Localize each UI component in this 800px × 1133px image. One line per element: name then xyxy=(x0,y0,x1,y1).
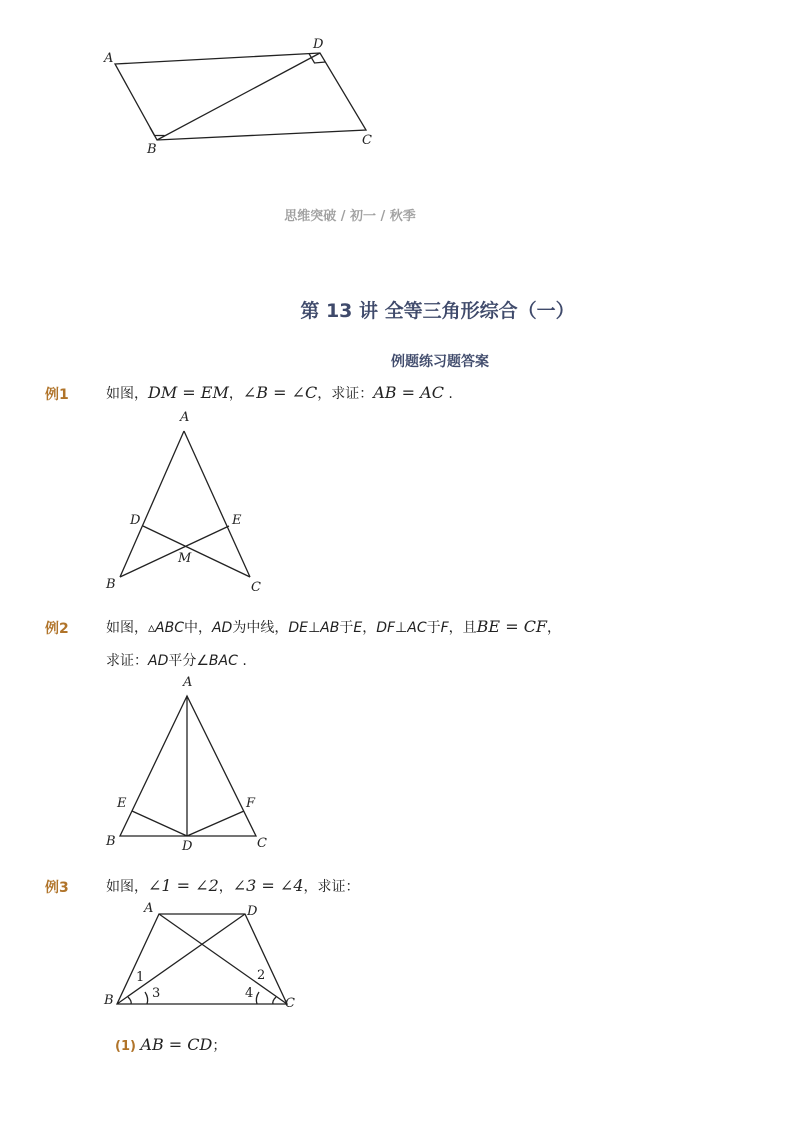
example-2-text-line-2 xyxy=(106,650,247,670)
breadcrumb: 思维突破 / 初一 / 秋季 xyxy=(284,209,416,224)
angle-arc-c-inner xyxy=(256,992,259,1004)
point-label-a: A xyxy=(104,51,114,66)
point-label-b: B xyxy=(147,142,157,157)
point-label-b: B xyxy=(104,993,114,1008)
text-fragment: ， xyxy=(228,386,243,402)
angle-arc-b-inner xyxy=(145,992,148,1004)
text-fragment: 于 xyxy=(426,620,441,636)
angle-arc-c xyxy=(273,997,276,1004)
point-label-b: B xyxy=(106,577,116,592)
right-angle-mark-b xyxy=(150,128,165,136)
angle-arc-b xyxy=(128,997,131,1004)
text-fragment: 如图， xyxy=(106,386,148,402)
text-fragment: ； xyxy=(212,1038,227,1054)
top-figure-parallelogram xyxy=(0,0,800,170)
text-fragment: . xyxy=(237,653,247,669)
text-fragment: 如图， xyxy=(106,879,148,895)
text-fragment: ， xyxy=(218,879,233,895)
text-fragment: 于 xyxy=(339,620,354,636)
text-fragment: 中， xyxy=(183,620,212,636)
math-inline: ▵ABC xyxy=(148,620,184,636)
point-label-c: C xyxy=(285,996,295,1011)
math-expression: ∠1 = ∠2 xyxy=(148,876,219,895)
math-inline: DF⊥AC xyxy=(376,620,427,636)
example-2-label: 例2 xyxy=(45,621,69,637)
text-fragment: . xyxy=(443,386,453,402)
diagonal-bd xyxy=(117,914,245,1004)
segment-dc xyxy=(143,526,250,577)
math-expression: BE = CF xyxy=(476,617,548,636)
segment-de xyxy=(132,811,187,836)
text-fragment: ， xyxy=(547,620,562,636)
point-label-e: E xyxy=(232,513,242,528)
text-fragment: 为中线， xyxy=(232,620,289,636)
point-label-d: D xyxy=(130,513,141,528)
point-label-d: D xyxy=(313,37,324,52)
segment-ab xyxy=(120,431,184,577)
math-inline: F xyxy=(440,620,449,636)
point-label-e: E xyxy=(117,796,127,811)
parallelogram-abcd xyxy=(115,53,366,140)
point-label-d: D xyxy=(247,904,258,919)
math-inline: AD xyxy=(211,620,233,636)
point-label-a: A xyxy=(180,410,190,425)
text-fragment: 平分 xyxy=(168,653,197,669)
example-1-label: 例1 xyxy=(45,387,69,403)
lecture-title: 第 13 讲 全等三角形综合（一） xyxy=(300,300,575,322)
trapezoid-abcd xyxy=(117,914,287,1004)
math-expression: AB = AC xyxy=(373,383,444,402)
segment-df xyxy=(187,811,244,836)
example-3-figure xyxy=(0,895,400,1025)
text-fragment: ，求证： xyxy=(317,386,374,402)
example-3-part-1 xyxy=(115,1035,226,1055)
example-2-figure xyxy=(0,670,400,860)
angle-label-3: 3 xyxy=(152,986,161,1001)
math-inline: DE⊥AB xyxy=(288,620,340,636)
point-label-a: A xyxy=(144,901,154,916)
math-expression: ∠B = ∠C xyxy=(242,383,318,402)
example-3-text xyxy=(106,876,360,896)
math-inline: ∠BAC xyxy=(196,653,238,669)
diagonal-ac xyxy=(159,914,287,1004)
math-inline: E xyxy=(353,620,363,636)
point-label-c: C xyxy=(251,580,261,595)
text-fragment: ，求证： xyxy=(303,879,360,895)
example-3-label: 例3 xyxy=(45,880,69,896)
math-inline: AD xyxy=(148,653,169,669)
point-label-f: F xyxy=(246,796,256,811)
segment-ac xyxy=(184,431,250,577)
angle-label-2: 2 xyxy=(257,968,266,983)
angle-label-1: 1 xyxy=(136,970,145,985)
segment-eb xyxy=(120,526,229,577)
point-label-a: A xyxy=(183,675,193,690)
point-label-m: M xyxy=(178,551,192,566)
part-number: (1) xyxy=(115,1039,136,1054)
text-fragment: ，且 xyxy=(448,620,477,636)
diagonal-bd xyxy=(157,53,320,140)
angle-label-4: 4 xyxy=(245,986,254,1001)
point-label-d: D xyxy=(182,839,193,854)
text-fragment: 求证： xyxy=(106,653,148,669)
example-1-figure xyxy=(0,400,400,600)
point-label-c: C xyxy=(362,133,372,148)
example-2-text-line-1 xyxy=(106,617,561,637)
section-subtitle: 例题练习题答案 xyxy=(391,354,489,370)
math-expression: ∠3 = ∠4 xyxy=(232,876,304,895)
math-expression: AB = CD xyxy=(140,1035,213,1054)
text-fragment: ， xyxy=(362,620,377,636)
point-label-b: B xyxy=(106,834,116,849)
math-expression: DM = EM xyxy=(148,383,229,402)
point-label-c: C xyxy=(257,836,267,851)
text-fragment: 如图， xyxy=(106,620,148,636)
